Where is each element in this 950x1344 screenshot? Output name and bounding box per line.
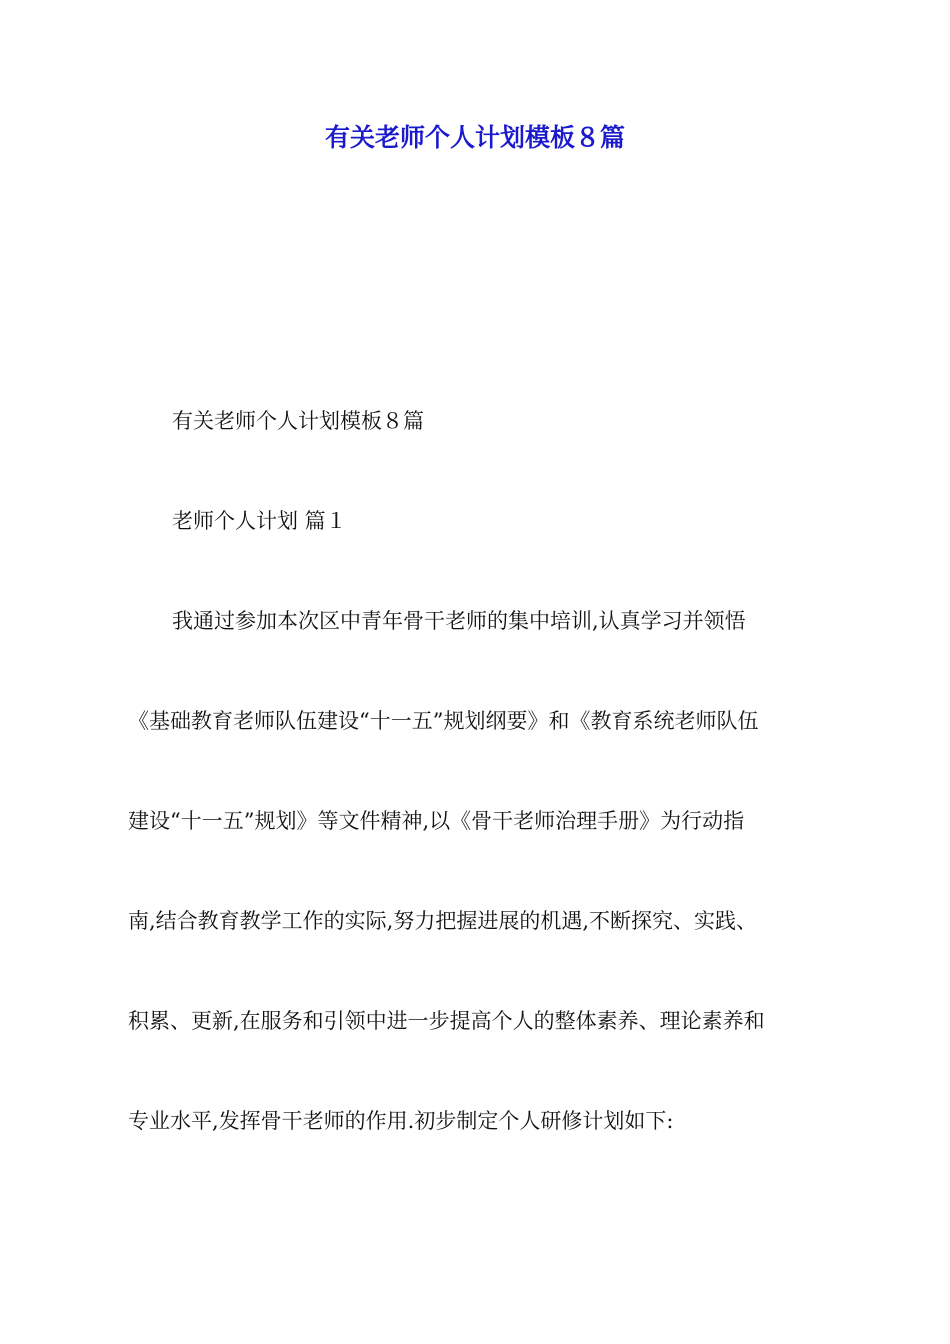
paragraph-line: 南,结合教育教学工作的实际,努力把握进展的机遇,不断探究、实践、 xyxy=(128,909,758,933)
paragraph-line: 《基础教育老师队伍建设“十一五”规划纲要》和《教育系统老师队伍 xyxy=(128,709,759,733)
document-title: 有关老师个人计划模板８篇 xyxy=(324,123,625,152)
paragraph-line: 我通过参加本次区中青年骨干老师的集中培训,认真学习并领悟 xyxy=(172,609,746,633)
paragraph-line: 积累、更新,在服务和引领中进一步提高个人的整体素养、理论素养和 xyxy=(128,1009,765,1033)
document-body xyxy=(128,0,828,1344)
paragraph-line: 建设“十一五”规划》等文件精神,以《骨干老师治理手册》为行动指 xyxy=(128,809,745,833)
section-title: 老师个人计划 篇１ xyxy=(172,509,347,533)
paragraph-line: 专业水平,发挥骨干老师的作用.初步制定个人研修计划如下: xyxy=(128,1109,674,1133)
document-heading: 有关老师个人计划模板８篇 xyxy=(172,409,424,433)
